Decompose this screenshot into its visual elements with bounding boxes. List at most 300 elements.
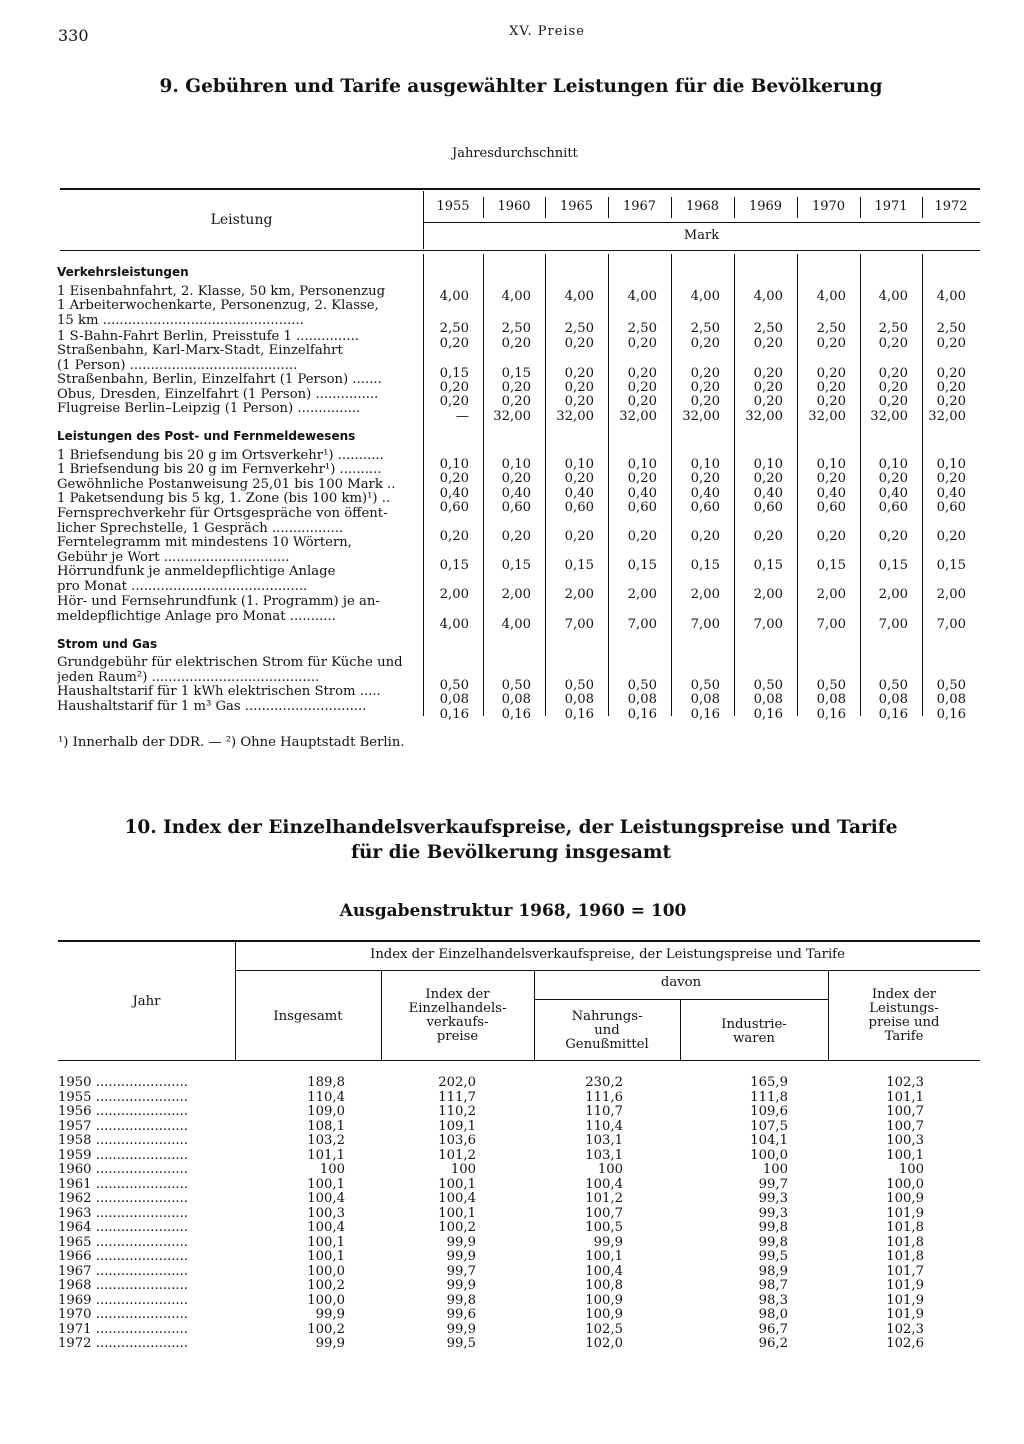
table10-cell: 98,7	[758, 1278, 788, 1293]
table10-year-label: 1972 ......................	[58, 1336, 188, 1351]
table9-cell: 0,20	[816, 336, 846, 351]
table9-cell: 0,10	[439, 457, 469, 472]
table9-cell: 32,00	[682, 409, 720, 424]
table10-cell: 101,9	[886, 1278, 924, 1293]
table9-cell: 0,60	[690, 500, 720, 515]
table9-cell: 0,10	[753, 457, 783, 472]
table9-row-label: Obus, Dresden, Einzelfahrt (1 Person) ...............	[57, 388, 379, 402]
header-line: Index der	[425, 987, 490, 1002]
table9-cell: 4,00	[753, 289, 783, 304]
table10-year-label: 1962 ......................	[58, 1191, 188, 1206]
table10-cell: 102,5	[585, 1321, 623, 1337]
table9-cell: 0,16	[439, 707, 469, 722]
table9-year-header: 1971	[874, 199, 908, 214]
table9-cell: 2,50	[627, 321, 657, 336]
table10-cell: 99,8	[758, 1234, 788, 1250]
table10-cell: 100,1	[886, 1147, 924, 1163]
table10-cell: 101,9	[886, 1292, 924, 1308]
table10-year-label: 1956 ......................	[58, 1104, 188, 1119]
table9-row-label: 1 S-Bahn-Fahrt Berlin, Preisstufe 1 ...............	[57, 330, 359, 344]
table9-cell: 0,20	[878, 366, 908, 381]
table9-cell: 0,15	[816, 558, 846, 573]
table9-row-label: 1 Eisenbahnfahrt, 2. Klasse, 50 km, Personenzug	[57, 285, 386, 299]
table10-cell: 101,9	[886, 1205, 924, 1221]
table9-cell: 0,60	[627, 500, 657, 515]
table10-insgesamt-header: Insgesamt	[273, 1009, 343, 1024]
table10-cell: 98,0	[758, 1307, 788, 1322]
table10-year-label: 1955 ......................	[58, 1089, 188, 1105]
table9-section-title: Strom und Gas	[57, 637, 158, 651]
table9-cell: 2,50	[564, 321, 594, 336]
table9-cell: 2,00	[439, 587, 469, 602]
table10-davon-rule	[534, 999, 828, 1000]
table9-cell: 0,50	[564, 678, 594, 693]
table10-cell: 99,8	[758, 1220, 788, 1235]
table9-cell: 0,20	[690, 529, 720, 544]
table10-cell: 100	[762, 1162, 788, 1177]
table9-cell: 32,00	[808, 409, 846, 424]
table9-cell: 0,60	[564, 500, 594, 515]
table9-cell: 0,15	[690, 558, 720, 573]
table10-cell: 110,2	[438, 1104, 476, 1119]
table9-cell: 0,20	[627, 394, 657, 409]
table10-cell: 103,2	[307, 1133, 345, 1148]
header-line: preise	[436, 1029, 479, 1044]
table9-cell: 0,08	[690, 692, 720, 707]
table9-year-header: 1970	[811, 199, 846, 214]
table9-header-rule	[60, 250, 980, 251]
table10-cell: 99,9	[446, 1234, 476, 1250]
table9-cell: 0,10	[936, 457, 966, 472]
table10-year-label: 1964 ......................	[58, 1220, 188, 1235]
table9-cell: 0,20	[878, 471, 908, 486]
table10-cell: 104,1	[750, 1133, 788, 1148]
table9-row-label: meldepflichtige Anlage pro Monat ...........	[57, 609, 336, 624]
table10-cell: 100,0	[307, 1263, 345, 1279]
table9-row-label: Flugreise Berlin–Leipzig (1 Person) ...............	[57, 402, 361, 416]
table10-cell: 101,1	[886, 1089, 924, 1105]
table10-group-header: Index der Einzelhandelsverkaufspreise, der Leistungspreise und Tarife	[370, 947, 845, 962]
table10-retail-header	[381, 988, 534, 1044]
table9-cell: 4,00	[501, 617, 531, 632]
table9-cell: 0,60	[753, 500, 783, 515]
table9-cell: 2,50	[501, 321, 531, 336]
table9-cell: 0,20	[627, 380, 657, 395]
table9-cell: 0,15	[501, 558, 531, 573]
table9-row-label: Gewöhnliche Postanweisung 25,01 bis 100 Mark ..	[57, 478, 396, 492]
table10-cell: 100,1	[307, 1249, 345, 1264]
table10-cell: 189,8	[307, 1075, 345, 1090]
table9-cell: 2,50	[816, 321, 846, 336]
table9-cell: 0,20	[816, 529, 846, 544]
table10-cell: 100,2	[307, 1278, 345, 1293]
table9-cell: 7,00	[753, 617, 783, 632]
table9-cell: 0,20	[627, 471, 657, 486]
table9-cell: 0,50	[753, 678, 783, 693]
table10-cell: 99,9	[446, 1249, 476, 1264]
table10-cell: 100,8	[585, 1278, 623, 1293]
header-line: verkaufs-	[426, 1015, 489, 1030]
page-number: 330	[58, 26, 89, 45]
table9-cell: 0,20	[753, 380, 783, 395]
table9-cell: 32,00	[745, 409, 783, 424]
table9-cell: 0,50	[439, 678, 469, 693]
table9-cell: 0,16	[816, 707, 846, 722]
table10-food-header	[534, 1010, 680, 1052]
table9-cell: 32,00	[928, 409, 966, 424]
table9-cell: 0,20	[690, 394, 720, 409]
table9-cell: 2,50	[690, 321, 720, 336]
table9-row-label: jeden Raum²) ........................................	[57, 670, 320, 685]
table9-row-label: Fernsprechverkehr für Ortsgespräche von öffent-	[57, 507, 388, 521]
table10-cell: 100,0	[307, 1292, 345, 1308]
table9-cell: 0,20	[936, 336, 966, 351]
table9-cell: 2,00	[936, 587, 966, 602]
table9-cell: 0,15	[878, 558, 908, 573]
table9-cell: 0,10	[878, 457, 908, 472]
table9-cell: 0,20	[816, 366, 846, 381]
table10-cell: 99,5	[446, 1336, 476, 1351]
table10-cell: 100,3	[307, 1205, 345, 1221]
table10-cell: 100,7	[886, 1118, 924, 1134]
table9-cell: 0,08	[878, 692, 908, 707]
table9-cell: 0,40	[439, 486, 469, 501]
table9-cell: 0,20	[816, 394, 846, 409]
table9-cell: 0,08	[936, 692, 966, 707]
table9-cell: 7,00	[878, 617, 908, 632]
table10-cell: 110,4	[585, 1118, 623, 1134]
table9-cell: 0,20	[936, 394, 966, 409]
table9-row-label: licher Sprechstelle, 1 Gespräch .................	[57, 521, 344, 536]
table9-cell: 0,20	[753, 366, 783, 381]
table10-cell: 100	[450, 1162, 476, 1177]
table9-cell: 0,10	[564, 457, 594, 472]
table10-cell: 100	[319, 1162, 345, 1177]
table10-cell: 110,4	[307, 1089, 345, 1105]
table9-row-label: 15 km ................................................	[57, 313, 304, 328]
table9-cell: 0,10	[627, 457, 657, 472]
table10-cell: 99,9	[315, 1336, 345, 1351]
header-line: Nahrungs-	[571, 1009, 643, 1024]
table9-cell: 0,10	[816, 457, 846, 472]
table10-cell: 102,3	[886, 1321, 924, 1337]
table9-row-label: 1 Briefsendung bis 20 g im Fernverkehr¹) ..........	[57, 463, 382, 477]
table10-cell: 101,7	[886, 1263, 924, 1279]
table10-cell: 100,0	[886, 1176, 924, 1192]
table9-cell: 0,20	[439, 394, 469, 409]
table10-cell: 109,6	[750, 1104, 788, 1119]
table10-cell: 100	[597, 1162, 623, 1177]
table10-year-label: 1958 ......................	[58, 1133, 188, 1148]
table10-cell: 101,1	[307, 1147, 345, 1163]
table9-cell: 0,40	[627, 486, 657, 501]
table9-cell: 0,20	[439, 529, 469, 544]
header-line: Leistungs-	[869, 1001, 939, 1016]
table10-cell: 100,7	[585, 1205, 623, 1221]
table9-cell: 0,16	[564, 707, 594, 722]
table9-cell: 0,20	[753, 471, 783, 486]
header-line: und	[594, 1023, 620, 1038]
table9-cell: 4,00	[439, 289, 469, 304]
table10-cell: 107,5	[750, 1118, 788, 1134]
table9-year-header: 1965	[559, 199, 594, 214]
table9-cell: 2,50	[439, 321, 469, 336]
header-line: Index der	[871, 987, 937, 1002]
table9-row-label: 1 Briefsendung bis 20 g im Ortsverkehr¹) ...........	[57, 449, 384, 463]
table9-cell: 2,00	[501, 587, 531, 602]
table10-cell: 99,3	[758, 1205, 788, 1221]
table9-cell: 0,20	[878, 394, 908, 409]
table9-cell: 0,08	[564, 692, 594, 707]
table10-cell: 103,6	[438, 1133, 476, 1148]
table9-cell: 2,00	[816, 587, 846, 602]
table9-cell: 0,08	[753, 692, 783, 707]
table9-cell: 0,20	[627, 336, 657, 351]
table9-cell: 0,16	[501, 707, 531, 722]
table10-cell: 100,4	[585, 1176, 623, 1192]
table10-cell: 102,6	[886, 1336, 924, 1351]
table10-cell: 110,7	[585, 1104, 623, 1119]
header-line: Einzelhandels-	[408, 1001, 507, 1016]
table10-cell: 99,9	[593, 1234, 623, 1250]
table9-cell: 0,50	[690, 678, 720, 693]
table10-title-line1: 10. Index der Einzelhandelsverkaufspreise, der Leistungspreise und Tarife	[124, 817, 898, 838]
table10-cell: 99,7	[758, 1176, 788, 1192]
table10-cell: 102,3	[886, 1075, 924, 1090]
table10-cell: 98,9	[758, 1263, 788, 1279]
table9-cell: 0,20	[690, 471, 720, 486]
table9-cell: 0,20	[501, 336, 531, 351]
table9-cell: 0,50	[936, 678, 966, 693]
table9-cell: 4,00	[439, 617, 469, 632]
table10-year-label: 1950 ......................	[58, 1075, 188, 1090]
table10-cell: 100,4	[307, 1191, 345, 1206]
table10-cell: 100,4	[585, 1263, 623, 1279]
table10-cell: 230,2	[585, 1075, 623, 1090]
table9-cell: 4,00	[690, 289, 720, 304]
table9-year-header: 1955	[436, 199, 470, 214]
table9-cell: 0,15	[501, 366, 531, 381]
table9-unit-label: Mark	[683, 228, 720, 243]
table10-cell: 99,7	[446, 1263, 476, 1279]
table10-cell: 96,2	[758, 1336, 788, 1351]
table9-cell: 0,20	[936, 529, 966, 544]
table9-cell: 0,20	[564, 471, 594, 486]
table9-cell: 0,16	[627, 707, 657, 722]
table9-cell: 0,40	[501, 486, 531, 501]
table9-year-header: 1968	[685, 199, 720, 214]
table10-cell: 99,9	[446, 1278, 476, 1293]
table9-cell: 0,08	[816, 692, 846, 707]
table9-cell: 0,40	[564, 486, 594, 501]
table9-row-label: (1 Person) ........................................	[57, 358, 298, 373]
table9-cell: 4,00	[627, 289, 657, 304]
table9-section-title: Leistungen des Post- und Fernmeldewesens	[57, 429, 356, 443]
table10-cell: 100,1	[438, 1176, 476, 1192]
table10-year-label: 1963 ......................	[58, 1205, 188, 1221]
table10-cell: 101,8	[886, 1234, 924, 1250]
table9-row-label: 1 Paketsendung bis 5 kg, 1. Zone (bis 100 km)¹) ..	[57, 492, 391, 506]
table10-cell: 103,1	[585, 1133, 623, 1148]
table9-cell: 0,15	[753, 558, 783, 573]
table10-cell: 100,1	[438, 1205, 476, 1221]
table10-group-rule	[235, 970, 980, 971]
table9-title: 9. Gebühren und Tarife ausgewählter Leistungen für die Bevölkerung	[159, 76, 883, 97]
table9-cell: 0,20	[439, 336, 469, 351]
table10-year-label: 1959 ......................	[58, 1147, 188, 1163]
table10-cell: 101,8	[886, 1220, 924, 1235]
table9-cell: 0,50	[627, 678, 657, 693]
table10-cell: 101,2	[438, 1147, 476, 1163]
table10-year-label: 1957 ......................	[58, 1118, 188, 1134]
table9-cell: 0,20	[501, 471, 531, 486]
table10-cell: 100,7	[886, 1104, 924, 1119]
table10-title-line2: für die Bevölkerung insgesamt	[350, 842, 672, 863]
table10-davon-header: davon	[660, 975, 702, 990]
table9-cell: 0,20	[878, 336, 908, 351]
table10-year-label: 1970 ......................	[58, 1307, 188, 1322]
table9-cell: 0,20	[878, 380, 908, 395]
table10-cell: 100,2	[438, 1220, 476, 1235]
table9-cell: 4,00	[878, 289, 908, 304]
table9-cell: 0,16	[690, 707, 720, 722]
table10-year-label: 1965 ......................	[58, 1234, 188, 1250]
table9-cell: 0,40	[690, 486, 720, 501]
table9-cell: 0,08	[627, 692, 657, 707]
table10-cell: 99,9	[446, 1321, 476, 1337]
table10-cell: 109,1	[438, 1118, 476, 1134]
table9-cell: 2,00	[564, 587, 594, 602]
table9-cell: 0,20	[501, 394, 531, 409]
table9-row-label: Ferntelegramm mit mindestens 10 Wörtern,	[57, 536, 352, 550]
table9-cell: 2,50	[936, 321, 966, 336]
table9-year-header: 1967	[622, 199, 657, 214]
table10-cell: 98,3	[758, 1292, 788, 1308]
table9-cell: 4,00	[501, 289, 531, 304]
table9-cell: 0,20	[564, 529, 594, 544]
table9-cell: 0,40	[753, 486, 783, 501]
table10-year-header: Jahr	[132, 994, 161, 1009]
table10-header-rule	[58, 1060, 980, 1061]
table10-cell: 99,3	[758, 1191, 788, 1206]
table9-cell: 0,20	[753, 336, 783, 351]
table9-cell: 0,20	[564, 366, 594, 381]
table9-cell: 2,00	[690, 587, 720, 602]
table9-cell: 0,20	[564, 394, 594, 409]
table9-cell: 0,20	[878, 529, 908, 544]
table9-cell: 0,20	[753, 394, 783, 409]
table10-cell: 111,6	[585, 1089, 623, 1105]
table9-row-label: 1 Arbeiterwochenkarte, Personenzug, 2. Klasse,	[57, 299, 379, 313]
table9-cell: 4,00	[816, 289, 846, 304]
table9-cell: 2,00	[753, 587, 783, 602]
table10-cell: 100,1	[307, 1176, 345, 1192]
table9-cell: 7,00	[690, 617, 720, 632]
table10-cell: 96,7	[758, 1321, 788, 1337]
table10-cell: 100,0	[750, 1147, 788, 1163]
table10-cell: 101,9	[886, 1307, 924, 1322]
table9-cell: 0,10	[501, 457, 531, 472]
table9-cell: 0,20	[936, 366, 966, 381]
table9-cell: 0,20	[936, 380, 966, 395]
table9-row-label: Haushaltstarif für 1 kWh elektrischen Strom .....	[57, 685, 381, 699]
table10-cell: 108,1	[307, 1118, 345, 1134]
table9-cell: 0,50	[501, 678, 531, 693]
table10-year-label: 1960 ......................	[58, 1162, 188, 1177]
table10-cell: 99,5	[758, 1249, 788, 1264]
table9-cell: 0,60	[501, 500, 531, 515]
table10-cell: 99,8	[446, 1292, 476, 1308]
table9-row-label: Gebühr je Wort ..............................	[57, 550, 290, 565]
table10-cell: 111,7	[438, 1089, 476, 1105]
table10-cell: 99,6	[446, 1307, 476, 1322]
table9-year-header: 1969	[748, 199, 783, 214]
table9-row-label: Straßenbahn, Karl-Marx-Stadt, Einzelfahrt	[57, 344, 343, 358]
table9-cell: 0,15	[439, 558, 469, 573]
table10-cell: 100,9	[886, 1191, 924, 1206]
table9-cell: 7,00	[627, 617, 657, 632]
table9-cell: 2,00	[627, 587, 657, 602]
table9-cell: 0,20	[816, 471, 846, 486]
table10-cell: 165,9	[750, 1075, 788, 1090]
table9-cell: 0,20	[690, 380, 720, 395]
table9-cell: 4,00	[564, 289, 594, 304]
table10-cell: 100,2	[307, 1321, 345, 1337]
chapter-heading: XV. Preise	[509, 24, 585, 39]
table10-year-label: 1969 ......................	[58, 1292, 188, 1308]
table9-cell: 0,15	[439, 366, 469, 381]
table9-cell: 0,50	[816, 678, 846, 693]
table9-cell: 7,00	[564, 617, 594, 632]
table9-cell: 32,00	[870, 409, 908, 424]
table10-cell: 109,0	[307, 1104, 345, 1119]
table10-cell: 100,1	[307, 1234, 345, 1250]
table9-cell: 0,60	[936, 500, 966, 515]
table9-cell: 0,20	[627, 529, 657, 544]
header-line: Genußmittel	[565, 1037, 649, 1052]
table9-row-label: Hörrundfunk je anmeldepflichtige Anlage	[57, 565, 336, 579]
table9-cell: 2,00	[878, 587, 908, 602]
table9-cell: 0,40	[816, 486, 846, 501]
table9-cell: 0,20	[627, 366, 657, 381]
table10-cell: 101,2	[585, 1191, 623, 1206]
header-line: waren	[733, 1031, 775, 1046]
table9-cell: 0,60	[816, 500, 846, 515]
table10-cell: 100,1	[585, 1249, 623, 1264]
table9-footnote: ¹) Innerhalb der DDR. — ²) Ohne Hauptstadt Berlin.	[58, 735, 405, 750]
table9-cell: 0,20	[439, 380, 469, 395]
table10-year-label: 1967 ......................	[58, 1263, 188, 1279]
table9-section-title: Verkehrsleistungen	[57, 265, 189, 279]
table9-cell: 0,20	[439, 471, 469, 486]
table10-cell: 202,0	[438, 1075, 476, 1090]
table9-cell: 0,60	[878, 500, 908, 515]
table9-year-header: 1960	[497, 199, 531, 214]
table9-cell: 7,00	[936, 617, 966, 632]
table10-year-label: 1966 ......................	[58, 1249, 188, 1264]
table9-cell: 4,00	[936, 289, 966, 304]
table9-leistung-header: Leistung	[210, 212, 273, 228]
table9-unit-rule	[423, 222, 980, 223]
table9-cell: 0,40	[936, 486, 966, 501]
table10-cell: 100,9	[585, 1292, 623, 1308]
table10-cell: 111,8	[750, 1089, 788, 1105]
table9-cell: 0,60	[439, 500, 469, 515]
header-line: Tarife	[884, 1029, 924, 1044]
table9-cell: 0,15	[564, 558, 594, 573]
table9-cell: 2,50	[753, 321, 783, 336]
table9-row-label: Haushaltstarif für 1 m³ Gas .............................	[57, 700, 367, 714]
